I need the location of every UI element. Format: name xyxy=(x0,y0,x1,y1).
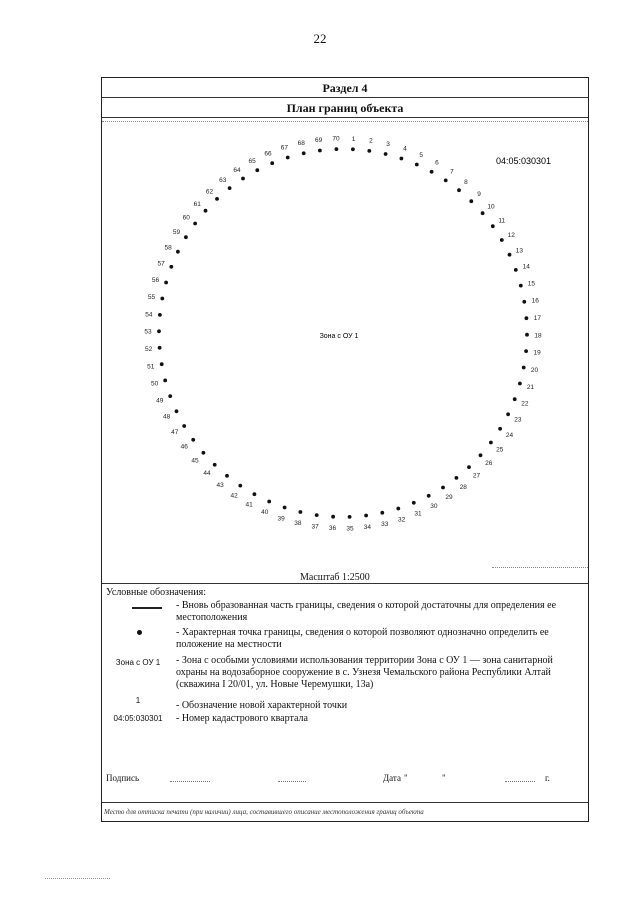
point-number: 52 xyxy=(144,346,153,354)
point-number: 1 xyxy=(351,135,356,143)
boundary-point xyxy=(524,349,528,353)
boundary-point xyxy=(508,253,512,257)
divider xyxy=(102,583,588,584)
boundary-line-symbol xyxy=(132,607,162,609)
boundary-point xyxy=(163,379,167,383)
point-number: 36 xyxy=(328,525,337,533)
point-number: 6 xyxy=(435,159,439,167)
scan-mark xyxy=(45,878,110,879)
point-number: 54 xyxy=(145,311,153,319)
scale-label: Масштаб 1:2500 xyxy=(300,572,370,583)
boundary-point xyxy=(525,333,529,337)
point-number: 53 xyxy=(144,328,152,336)
section-title: Раздел 4 xyxy=(322,81,368,95)
point-number: 7 xyxy=(450,168,454,176)
cadastral-number-label: 04:05:030301 xyxy=(496,156,552,166)
boundary-point xyxy=(215,197,219,201)
legend-item-point: - Характерная точка границы, сведения о которой позволяют однозначно определить ее положение на местности xyxy=(176,627,549,650)
boundary-point xyxy=(228,186,232,190)
boundary-point xyxy=(522,366,526,370)
boundary-point xyxy=(500,238,504,242)
boundary-point xyxy=(519,284,523,288)
point-number: 26 xyxy=(485,460,493,468)
boundary-point xyxy=(160,362,164,366)
boundary-point xyxy=(441,486,445,490)
point-number: 19 xyxy=(533,349,541,357)
point-number: 4 xyxy=(403,145,407,153)
divider xyxy=(102,117,588,118)
boundary-point xyxy=(455,476,459,480)
boundary-point xyxy=(415,163,419,167)
boundary-point xyxy=(157,329,161,333)
boundary-point xyxy=(469,199,473,203)
boundary-point xyxy=(191,438,195,442)
boundary-point xyxy=(522,300,526,304)
boundary-point xyxy=(364,514,368,518)
point-number: 27 xyxy=(472,472,481,480)
date-year-mark: г. xyxy=(545,773,550,783)
boundary-point xyxy=(498,427,502,431)
boundary-point xyxy=(225,474,229,478)
boundary-point xyxy=(213,463,217,467)
point-number: 16 xyxy=(531,297,539,305)
boundary-point xyxy=(412,501,416,505)
point-number: 33 xyxy=(381,521,389,528)
boundary-point xyxy=(457,188,461,192)
point-number: 34 xyxy=(363,524,372,531)
boundary-point xyxy=(367,149,371,153)
boundary-point xyxy=(506,412,510,416)
point-number: 67 xyxy=(280,144,289,152)
boundary-point xyxy=(318,149,322,153)
point-number: 62 xyxy=(205,188,214,196)
point-number: 58 xyxy=(164,244,172,252)
boundary-point xyxy=(518,382,522,386)
point-number: 45 xyxy=(191,457,199,465)
boundary-point xyxy=(489,441,493,445)
point-number: 65 xyxy=(248,158,256,165)
point-number: 40 xyxy=(261,509,269,517)
point-number: 22 xyxy=(521,400,529,408)
point-number: 20 xyxy=(530,367,539,374)
page-number: 22 xyxy=(313,31,327,46)
point-number: 8 xyxy=(464,179,468,187)
point-number: 25 xyxy=(496,446,504,454)
boundary-point xyxy=(182,424,186,428)
boundary-point xyxy=(168,394,172,398)
divider xyxy=(102,97,588,98)
legend-item-cadastral: - Номер кадастрового квартала xyxy=(176,713,308,724)
point-number: 64 xyxy=(233,166,241,174)
boundary-point xyxy=(176,250,180,254)
boundary-point xyxy=(283,506,287,510)
point-number: 63 xyxy=(219,177,227,184)
divider xyxy=(102,802,588,803)
point-number: 42 xyxy=(230,492,238,500)
point-number: 21 xyxy=(526,384,535,392)
date-line xyxy=(505,781,535,782)
point-number: 32 xyxy=(397,516,406,524)
boundary-point xyxy=(169,265,173,269)
point-number: 35 xyxy=(346,525,354,533)
boundary-point xyxy=(384,152,388,156)
boundary-point xyxy=(253,492,257,496)
boundary-point xyxy=(514,268,518,272)
date-quote-close: " xyxy=(442,773,446,783)
boundary-point xyxy=(430,170,434,174)
boundary-point xyxy=(299,510,303,514)
boundary-point xyxy=(513,397,517,401)
signature-label: Подпись xyxy=(106,773,140,783)
point-number: 15 xyxy=(527,280,536,288)
boundary-point xyxy=(202,451,206,455)
point-number-symbol: 1 xyxy=(135,696,141,705)
boundary-point xyxy=(160,297,164,301)
boundary-point xyxy=(164,281,168,285)
point-number: 12 xyxy=(507,232,515,239)
point-number: 37 xyxy=(311,523,319,531)
boundary-point xyxy=(204,209,208,213)
point-number: 57 xyxy=(157,260,165,268)
legend-item-zone: - Зона с особыми условиями использования территории Зона с ОУ 1 — зона санитарной охраны на водозаборное сооружение в с. Узнезя Чемальского района Республики Алтай (скважина I 20/01, ул. Новые Черемушки, 13а) xyxy=(176,655,553,690)
point-number: 41 xyxy=(245,501,253,509)
point-number: 9 xyxy=(477,190,481,198)
point-number: 70 xyxy=(332,135,340,143)
point-number: 17 xyxy=(533,314,542,322)
point-number: 18 xyxy=(534,332,542,340)
boundary-point xyxy=(335,147,339,151)
point-number: 59 xyxy=(172,229,181,236)
point-number: 48 xyxy=(162,413,171,421)
point-number: 23 xyxy=(514,416,522,424)
cadastral-symbol: 04:05:030301 xyxy=(113,714,163,723)
point-number: 30 xyxy=(430,503,438,510)
legend-item-boundary: - Вновь образованная часть границы, сведения о которой достаточны для определения ее местоположения xyxy=(176,600,557,623)
boundary-point xyxy=(467,465,471,469)
boundary-point xyxy=(286,156,290,160)
boundary-point xyxy=(193,222,197,226)
point-number: 51 xyxy=(147,363,155,371)
boundary-point xyxy=(348,515,352,519)
date-label: Дата xyxy=(383,773,401,783)
point-number: 39 xyxy=(277,515,285,523)
boundary-point xyxy=(302,151,306,155)
boundary-point xyxy=(479,453,483,457)
point-number: 49 xyxy=(156,397,164,405)
point-number: 43 xyxy=(216,481,224,489)
point-number: 31 xyxy=(414,510,422,518)
footer-note: Место для оттиска печати (при наличии) лица, составившего описание местоположения границ объекта xyxy=(104,808,424,816)
boundary-point xyxy=(270,161,274,165)
boundary-point xyxy=(241,177,245,181)
point-number: 29 xyxy=(445,494,453,502)
point-symbol xyxy=(137,630,142,635)
point-number: 68 xyxy=(297,140,305,147)
point-number: 3 xyxy=(386,140,390,148)
signature-line xyxy=(278,781,306,782)
point-number: 60 xyxy=(182,214,190,222)
boundary-point xyxy=(491,224,495,228)
date-quote-open: " xyxy=(404,773,408,783)
zone-label: Зона с ОУ 1 xyxy=(319,333,359,340)
boundary-point xyxy=(158,313,162,317)
boundary-point xyxy=(481,211,485,215)
point-number: 56 xyxy=(151,276,160,284)
boundary-point xyxy=(184,235,188,239)
point-number: 14 xyxy=(522,263,530,271)
point-number: 66 xyxy=(264,150,272,158)
boundary-point xyxy=(238,484,242,488)
boundary-point xyxy=(158,346,162,350)
boundary-plan xyxy=(101,120,589,560)
point-number: 44 xyxy=(203,470,211,478)
point-number: 24 xyxy=(505,432,514,439)
legend-title: Условные обозначения: xyxy=(106,587,207,598)
boundary-point xyxy=(396,507,400,511)
point-number: 38 xyxy=(294,520,302,528)
point-number: 28 xyxy=(459,484,467,491)
boundary-point xyxy=(267,500,271,504)
boundary-point xyxy=(525,316,529,320)
point-number: 69 xyxy=(314,137,323,144)
boundary-point xyxy=(351,147,355,151)
boundary-point xyxy=(331,515,335,519)
boundary-point xyxy=(380,511,384,515)
plan-title: План границ объекта xyxy=(286,101,404,115)
boundary-point xyxy=(255,168,259,172)
signature-line xyxy=(170,781,210,782)
point-number: 61 xyxy=(193,200,201,208)
point-number: 2 xyxy=(369,137,373,145)
point-number: 11 xyxy=(498,217,506,225)
point-number: 5 xyxy=(419,151,424,159)
boundary-point xyxy=(175,409,179,413)
point-number: 55 xyxy=(147,294,156,301)
boundary-point xyxy=(427,494,431,498)
point-number: 13 xyxy=(515,247,524,255)
divider xyxy=(492,567,588,568)
point-number: 50 xyxy=(150,380,159,388)
point-number: 47 xyxy=(171,429,179,436)
point-number: 46 xyxy=(180,443,188,451)
legend-item-point-number: - Обозначение новой характерной точки xyxy=(176,700,348,711)
point-number: 10 xyxy=(487,203,495,211)
boundary-point xyxy=(444,179,448,183)
boundary-point xyxy=(315,513,319,517)
boundary-point xyxy=(400,157,404,161)
zone-symbol: Зона с ОУ 1 xyxy=(115,658,161,667)
